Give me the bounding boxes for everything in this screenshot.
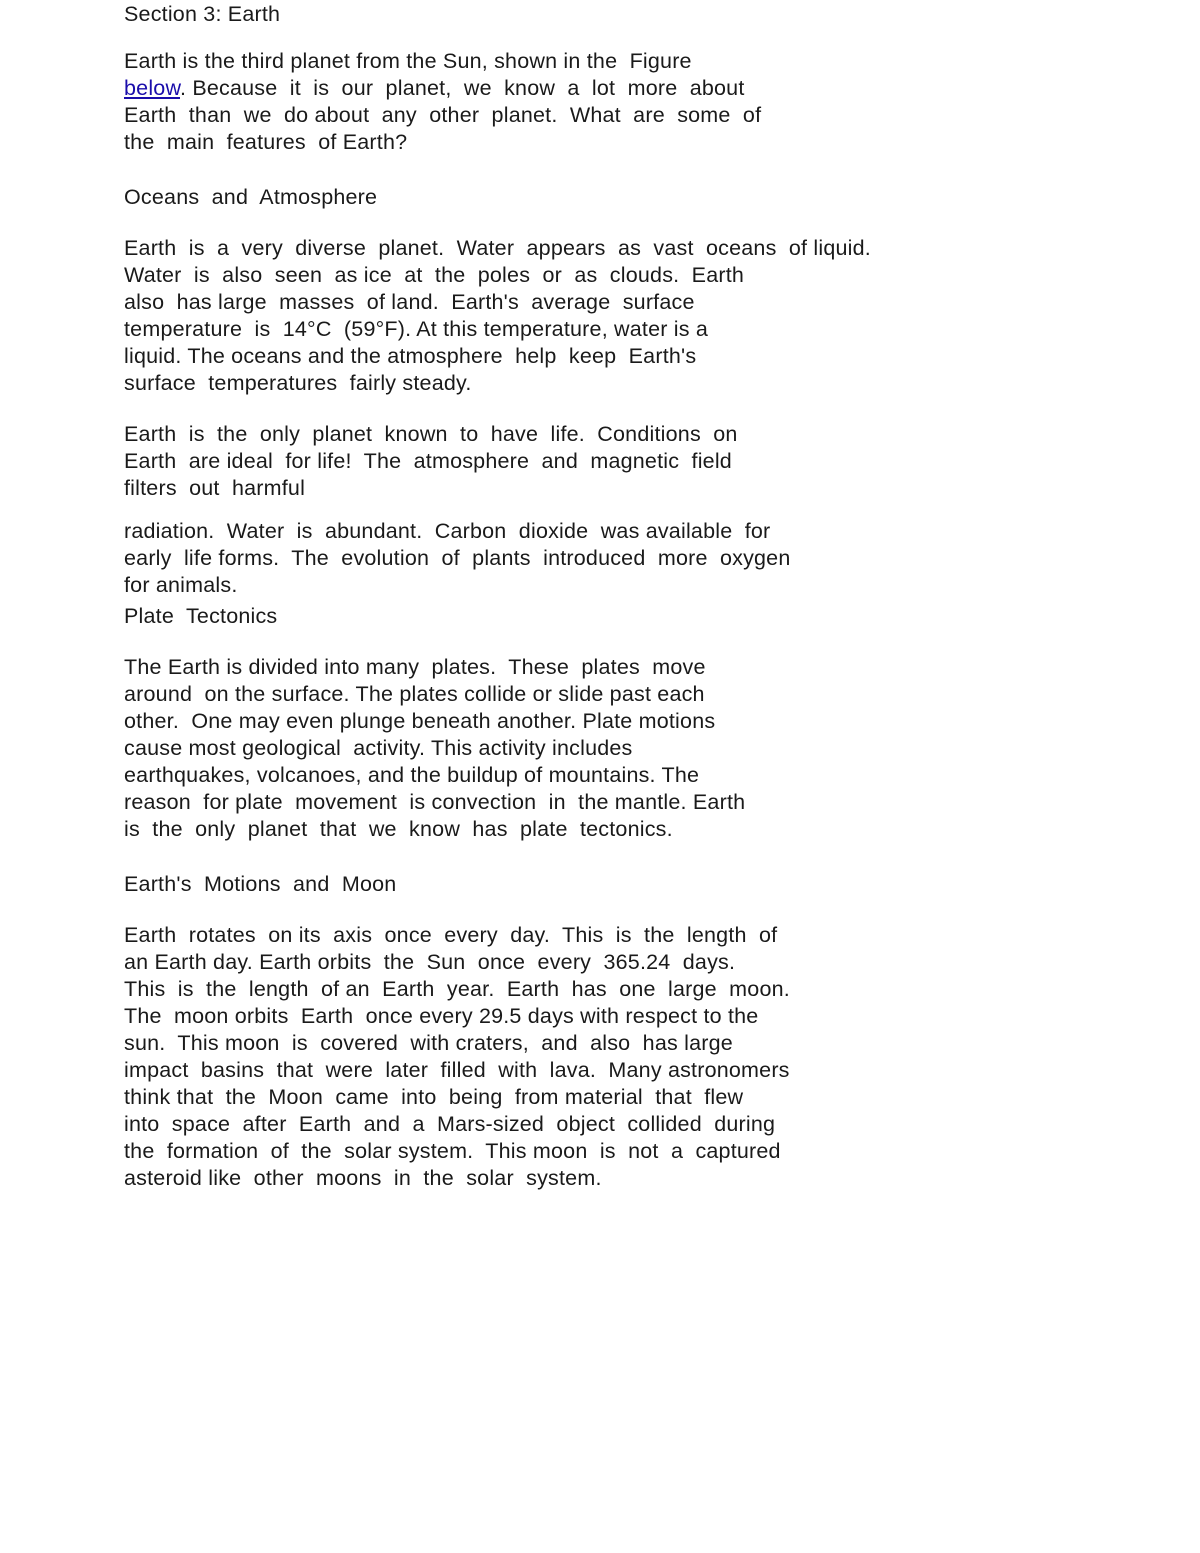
paragraph-line: early life forms. The evolution of plants introduced more oxygen (124, 546, 791, 570)
paragraph-line: sun. This moon is covered with craters, and also has large (124, 1031, 733, 1055)
paragraph-line: the formation of the solar system. This moon is not a captured (124, 1139, 781, 1163)
paragraph-line: into space after Earth and a Mars-sized object collided during (124, 1112, 776, 1136)
paragraph-line: cause most geological activity. This activity includes (124, 736, 633, 760)
paragraph-line: radiation. Water is abundant. Carbon dioxide was available for (124, 519, 771, 543)
paragraph-line: The Earth is divided into many plates. These plates move (124, 655, 706, 679)
section-heading: Plate Tectonics (124, 604, 278, 628)
paragraph-line: is the only planet that we know has plate tectonics. (124, 817, 673, 841)
section-heading: Earth's Motions and Moon (124, 872, 397, 896)
paragraph-line: Water is also seen as ice at the poles or as clouds. Earth (124, 263, 745, 287)
intro-line (124, 75, 745, 102)
paragraph-line: Earth is the only planet known to have life. Conditions on (124, 422, 738, 446)
paragraph-line: around on the surface. The plates collide or slide past each (124, 682, 705, 706)
paragraph-line: The moon orbits Earth once every 29.5 days with respect to the (124, 1004, 759, 1028)
paragraph-line: surface temperatures fairly steady. (124, 371, 472, 395)
paragraph-line: Earth is a very diverse planet. Water appears as vast oceans of liquid. (124, 236, 871, 260)
paragraph-line: an Earth day. Earth orbits the Sun once every 365.24 days. (124, 950, 736, 974)
figure-link[interactable]: below (124, 76, 180, 100)
paragraph-line: also has large masses of land. Earth's average surface (124, 290, 695, 314)
paragraph-line: temperature is 14°C (59°F). At this temperature, water is a (124, 317, 709, 341)
paragraph-line: reason for plate movement is convection in the mantle. Earth (124, 790, 746, 814)
intro-line-rest: . Because it is our planet, we know a lot more about (180, 76, 745, 100)
paragraph-line: liquid. The oceans and the atmosphere help keep Earth's (124, 344, 697, 368)
intro-line: Earth is the third planet from the Sun, shown in the Figure (124, 49, 692, 73)
section-heading: Oceans and Atmosphere (124, 185, 378, 209)
paragraph-line: other. One may even plunge beneath another. Plate motions (124, 709, 716, 733)
section-title: Section 3: Earth (124, 2, 281, 26)
paragraph-line: asteroid like other moons in the solar system. (124, 1166, 602, 1190)
paragraph-line: for animals. (124, 573, 238, 597)
intro-line: the main features of Earth? (124, 130, 408, 154)
paragraph-line: This is the length of an Earth year. Earth has one large moon. (124, 977, 790, 1001)
paragraph-line: impact basins that were later filled with lava. Many astronomers (124, 1058, 790, 1082)
intro-line: Earth than we do about any other planet. What are some of (124, 103, 762, 127)
paragraph-line: Earth are ideal for life! The atmosphere and magnetic field (124, 449, 732, 473)
paragraph-line: think that the Moon came into being from material that flew (124, 1085, 744, 1109)
paragraph-line: Earth rotates on its axis once every day. This is the length of (124, 923, 778, 947)
paragraph-line: filters out harmful (124, 476, 306, 500)
paragraph-line: earthquakes, volcanoes, and the buildup of mountains. The (124, 763, 700, 787)
